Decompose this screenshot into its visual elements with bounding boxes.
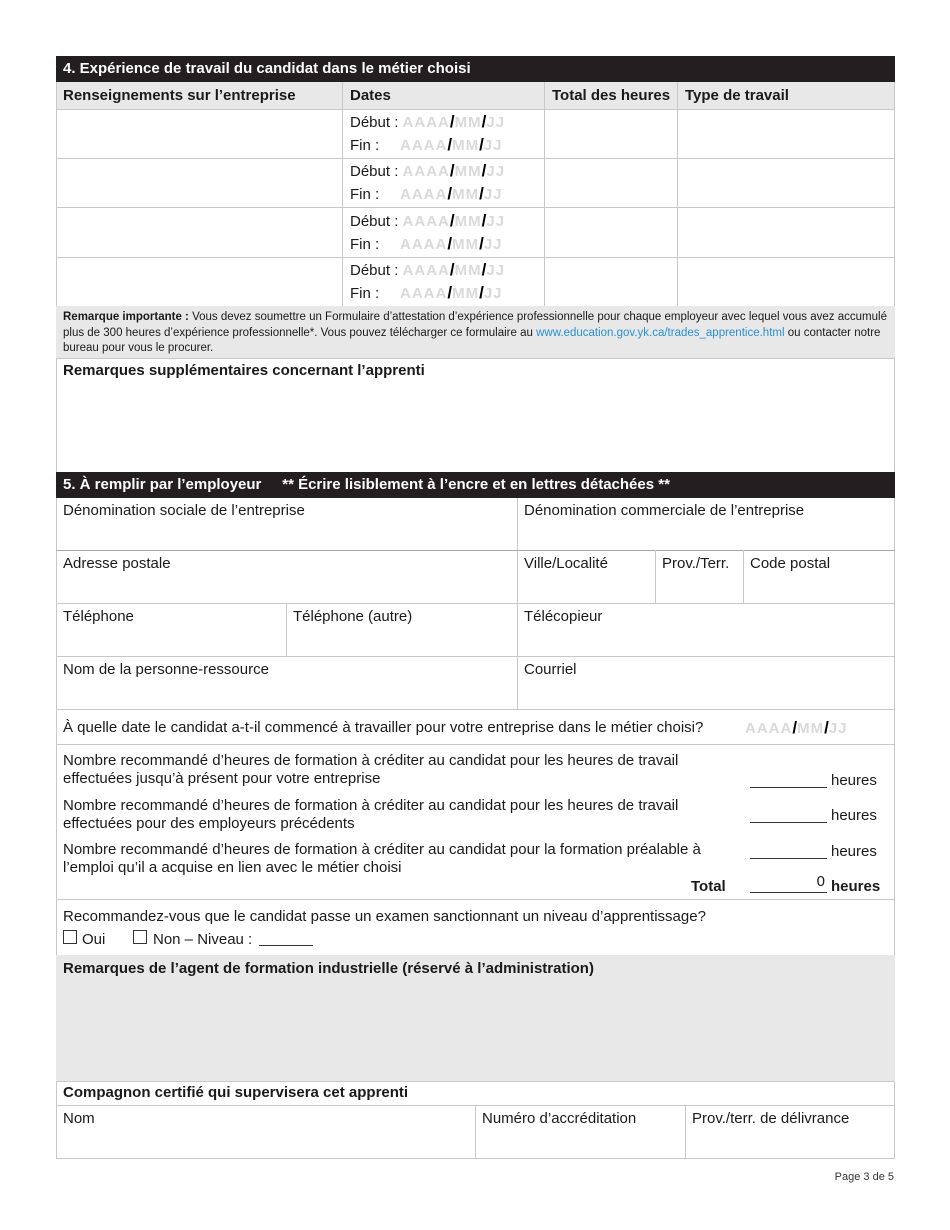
col-company-header: Renseignements sur l’entreprise: [63, 87, 296, 104]
email-input[interactable]: [518, 681, 894, 709]
legal-name-input[interactable]: [57, 522, 516, 550]
col-type-header: Type de travail: [685, 87, 789, 104]
year-placeholder: AAAA: [402, 213, 450, 230]
date-slash: /: [824, 718, 829, 737]
month-placeholder: MM: [454, 262, 482, 279]
section-5-header: 5. À remplir par l’employeur ** Écrire lisiblement à l’encre et en lettres détachées **: [56, 472, 895, 498]
month-placeholder: MM: [452, 137, 480, 154]
date-slash: /: [447, 283, 453, 302]
date-slash: /: [479, 135, 484, 154]
journeyperson-label: Compagnon certifié qui supervisera cet apprenti: [63, 1084, 409, 1101]
page-number: Page 3 de 5: [834, 1171, 894, 1183]
hours-question-2: Nombre recommandé d’heures de formation à créditer au candidat pour les heures de travail effectuées pour des employeurs précédents: [63, 797, 679, 832]
day-placeholder: JJ: [483, 236, 503, 253]
city-label: Ville/Localité: [524, 555, 608, 572]
journeyperson-name-label: Nom: [63, 1110, 95, 1127]
phone-other-label: Téléphone (autre): [293, 608, 413, 625]
date-slash: /: [481, 211, 487, 230]
date-slash: /: [479, 184, 484, 203]
yes-label: Oui: [82, 931, 106, 948]
date-slash: /: [449, 211, 455, 230]
journeyperson-name-input[interactable]: [57, 1130, 475, 1158]
row-1-type-input[interactable]: [678, 110, 894, 158]
total-hours-unit: heures: [831, 878, 881, 895]
important-remark: [63, 310, 891, 357]
no-checkbox[interactable]: [133, 930, 147, 944]
month-placeholder: MM: [454, 213, 482, 230]
postal-code-label: Code postal: [750, 555, 831, 572]
date-slash: /: [481, 112, 487, 131]
accreditation-number-label: Numéro d’accréditation: [482, 1110, 637, 1127]
year-placeholder: AAAA: [400, 137, 448, 154]
hours-2-input[interactable]: [750, 822, 827, 823]
fax-input[interactable]: [518, 628, 894, 656]
day-placeholder: JJ: [828, 720, 848, 737]
row-3-type-input[interactable]: [678, 208, 894, 257]
phone-other-input[interactable]: [287, 628, 516, 656]
level-input[interactable]: [259, 945, 313, 946]
extra-remarks-label: Remarques supplémentaires concernant l’apprenti: [63, 362, 425, 379]
trade-name-input[interactable]: [518, 522, 894, 550]
phone-input[interactable]: [57, 628, 286, 656]
hours-question-1: Nombre recommandé d’heures de formation à créditer au candidat pour les heures de travail effectuées jusqu’à présent pour votre entreprise: [63, 752, 679, 787]
remark-text: Vous devez soumettre un Formulaire d’attestation d’expérience professionnelle pour chaque employeur avec lequel vous avez accumulé plus de 300 heures d’expérience professionnelle*. Vous pouvez télécharger ce formulaire au: [63, 311, 887, 339]
start-label: Début :: [350, 213, 399, 230]
total-label: Total: [691, 878, 726, 895]
employer-start-date[interactable]: [745, 719, 848, 738]
trade-name-label: Dénomination commerciale de l’entreprise: [524, 502, 805, 519]
year-placeholder: AAAA: [400, 186, 448, 203]
row-4-hours-input[interactable]: [545, 258, 677, 306]
date-slash: /: [479, 234, 484, 253]
col-hours-header: Total des heures: [552, 87, 671, 104]
row-2-company-input[interactable]: [57, 159, 342, 207]
address-input[interactable]: [57, 575, 516, 603]
month-placeholder: MM: [452, 285, 480, 302]
day-placeholder: JJ: [486, 114, 506, 131]
row-1-start-date[interactable]: [350, 113, 505, 132]
row-4-type-input[interactable]: [678, 258, 894, 306]
accreditation-number-input[interactable]: [476, 1130, 685, 1158]
row-3-hours-input[interactable]: [545, 208, 677, 257]
row-2-type-input[interactable]: [678, 159, 894, 207]
start-label: Début :: [350, 114, 399, 131]
row-4-start-date[interactable]: [350, 261, 505, 280]
date-slash: /: [449, 260, 455, 279]
hours-unit-1: heures: [831, 772, 877, 789]
section-4-header: 4. Expérience de travail du candidat dans le métier choisi: [56, 56, 895, 82]
year-placeholder: AAAA: [400, 285, 448, 302]
year-placeholder: AAAA: [402, 163, 450, 180]
month-placeholder: MM: [454, 114, 482, 131]
yes-checkbox[interactable]: [63, 930, 77, 944]
officer-remarks-label: Remarques de l’agent de formation industrielle (réservé à l’administration): [63, 960, 594, 977]
date-slash: /: [447, 184, 453, 203]
city-input[interactable]: [518, 575, 655, 603]
date-slash: /: [479, 283, 484, 302]
province-input[interactable]: [656, 575, 743, 603]
date-slash: /: [481, 260, 487, 279]
date-slash: /: [447, 135, 453, 154]
hours-unit-3: heures: [831, 843, 877, 860]
day-placeholder: JJ: [483, 186, 503, 203]
row-1-company-input[interactable]: [57, 110, 342, 158]
day-placeholder: JJ: [483, 285, 503, 302]
day-placeholder: JJ: [486, 213, 506, 230]
fax-label: Télécopieur: [524, 608, 603, 625]
no-level-label: Non – Niveau :: [153, 931, 253, 948]
contact-input[interactable]: [57, 681, 516, 709]
row-4-end-date[interactable]: [350, 284, 503, 303]
row-1-hours-input[interactable]: [545, 110, 677, 158]
row-4-company-input[interactable]: [57, 258, 342, 306]
extra-remarks-input[interactable]: [57, 382, 894, 470]
start-label: Début :: [350, 163, 399, 180]
month-placeholder: MM: [452, 236, 480, 253]
date-slash: /: [481, 161, 487, 180]
trades-apprentice-link[interactable]: www.education.gov.yk.ca/trades_apprentice.html: [536, 326, 785, 339]
col-dates-header: Dates: [350, 87, 391, 104]
email-label: Courriel: [524, 661, 577, 678]
total-hours-value: 0: [816, 873, 825, 890]
year-placeholder: AAAA: [402, 262, 450, 279]
row-3-end-date[interactable]: [350, 235, 503, 254]
day-placeholder: JJ: [486, 262, 506, 279]
end-label: Fin :: [350, 285, 380, 302]
hours-3-input[interactable]: [750, 858, 827, 859]
remark-end: ou contacter notre bureau pour vous le procurer.: [63, 326, 881, 354]
year-placeholder: AAAA: [400, 236, 448, 253]
row-2-start-date[interactable]: [350, 162, 505, 181]
contact-label: Nom de la personne-ressource: [63, 661, 269, 678]
date-slash: /: [792, 718, 798, 737]
month-placeholder: MM: [797, 720, 825, 737]
month-placeholder: MM: [452, 186, 480, 203]
exam-question: Recommandez-vous que le candidat passe un examen sanctionnant un niveau d’apprentissage?: [63, 908, 706, 925]
date-slash: /: [447, 234, 453, 253]
row-1-end-date[interactable]: [350, 136, 503, 155]
start-date-question: À quelle date le candidat a-t-il commencé à travailler pour votre entreprise dans le métier choisi?: [63, 719, 704, 736]
end-label: Fin :: [350, 236, 380, 253]
date-slash: /: [449, 112, 455, 131]
issuing-province-label: Prov./terr. de délivrance: [692, 1110, 850, 1127]
year-placeholder: AAAA: [745, 720, 793, 737]
row-2-hours-input[interactable]: [545, 159, 677, 207]
issuing-province-input[interactable]: [686, 1130, 894, 1158]
day-placeholder: JJ: [486, 163, 506, 180]
province-label: Prov./Terr.: [662, 555, 730, 572]
legal-name-label: Dénomination sociale de l’entreprise: [63, 502, 305, 519]
end-label: Fin :: [350, 137, 380, 154]
row-2-end-date[interactable]: [350, 185, 503, 204]
remark-bold: Remarque importante :: [63, 311, 189, 323]
hours-unit-2: heures: [831, 807, 877, 824]
hours-1-input[interactable]: [750, 787, 827, 788]
phone-label: Téléphone: [63, 608, 134, 625]
end-label: Fin :: [350, 186, 380, 203]
day-placeholder: JJ: [483, 137, 503, 154]
year-placeholder: AAAA: [402, 114, 450, 131]
start-label: Début :: [350, 262, 399, 279]
postal-code-input[interactable]: [744, 575, 894, 603]
hours-question-3: Nombre recommandé d’heures de formation à créditer au candidat pour la formation préalable à l’emploi qu’il a acquise en lien avec le métier choisi: [63, 841, 701, 876]
date-slash: /: [449, 161, 455, 180]
row-3-start-date[interactable]: [350, 212, 505, 231]
address-label: Adresse postale: [63, 555, 171, 572]
row-3-company-input[interactable]: [57, 208, 342, 257]
month-placeholder: MM: [454, 163, 482, 180]
